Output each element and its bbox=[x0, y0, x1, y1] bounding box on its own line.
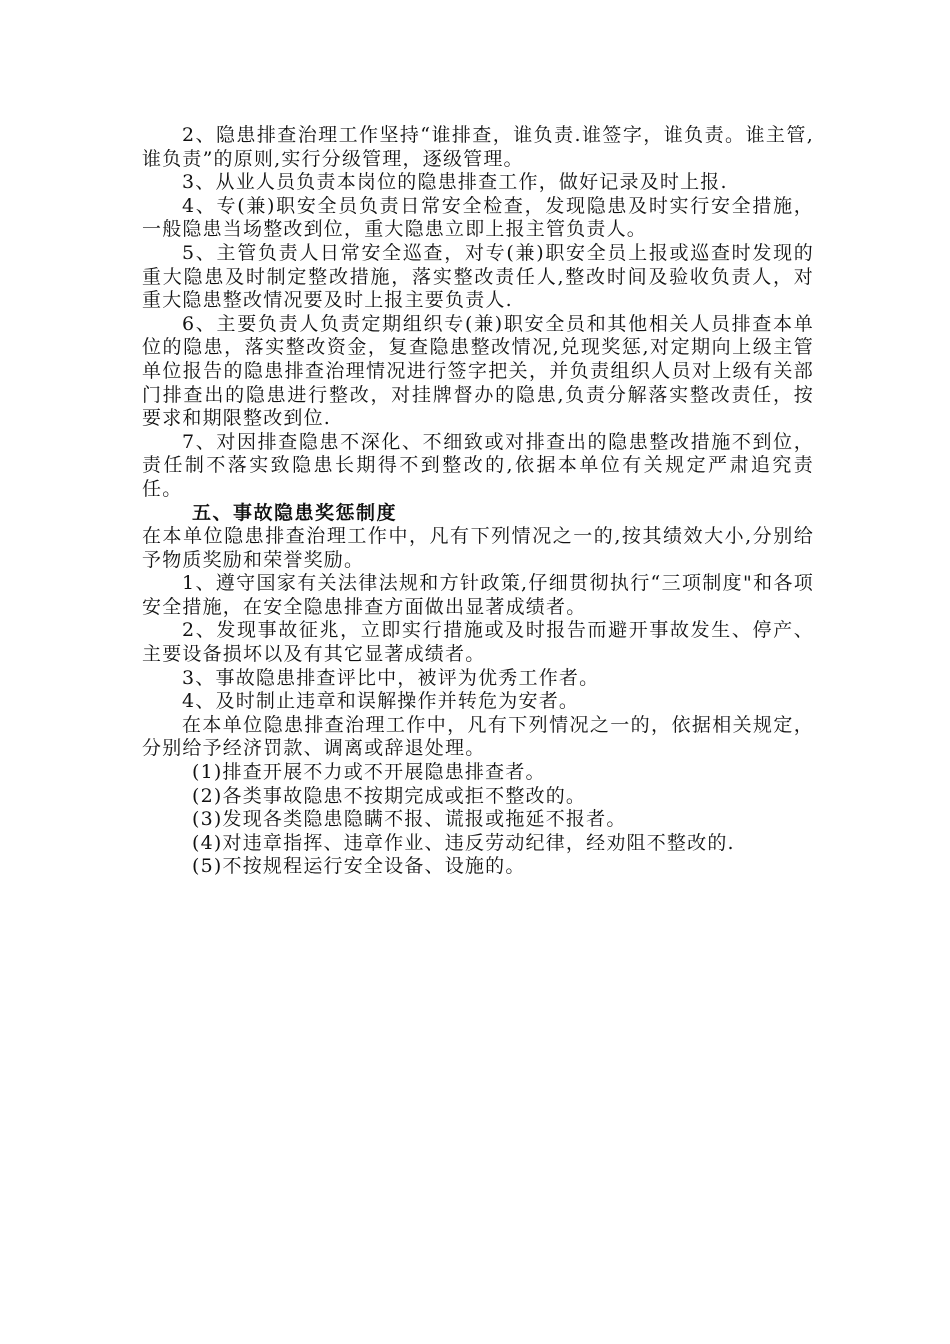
paragraph-item-6: 6、主要负责人负责定期组织专(兼)职安全员和其他相关人员排查本单位的隐患，落实整改资金，复查隐患整改情况,兑现奖惩,对定期向上级主管单位报告的隐患排查治理情况进行签字把关，并负责组织人员对上级有关部门排查出的隐患进行整改，对挂牌督办的隐患,负责分解落实整改责任，按要求和期限整改到位. bbox=[142, 312, 814, 430]
paragraph-item-7: 7、对因排查隐患不深化、不细致或对排查出的隐患整改措施不到位，责任制不落实致隐患长期得不到整改的,依据本单位有关规定严肃追究责任。 bbox=[142, 430, 814, 500]
reward-item-1: 1、遵守国家有关法律法规和方针政策,仔细贯彻执行“三项制度"和各项安全措施，在安全隐患排查方面做出显著成绩者。 bbox=[142, 572, 814, 618]
paragraph-item-4: 4、专(兼)职安全员负责日常安全检查，发现隐患及时实行安全措施，一般隐患当场整改到位，重大隐患立即上报主管负责人。 bbox=[142, 194, 814, 241]
reward-item-3: 3、事故隐患排查评比中，被评为优秀工作者。 bbox=[182, 666, 600, 689]
penalty-item-5: (5)不按规程运行安全设备、设施的。 bbox=[192, 855, 526, 878]
reward-item-2: 2、发现事故征兆，立即实行措施或及时报告而避开事故发生、停产、主要设备损坏以及有其它显著成绩者。 bbox=[142, 619, 814, 666]
paragraph-item-2: 2、隐患排查治理工作坚持“谁排查，谁负责.谁签字，谁负责。谁主管,谁负责”的原则,实行分级管理，逐级管理。 bbox=[142, 124, 814, 170]
paragraph-item-5: 5、主管负责人日常安全巡查，对专(兼)职安全员上报或巡查时发现的重大隐患及时制定整改措施，落实整改责任人,整改时间及验收负责人，对重大隐患整改情况要及时上报主要负责人. bbox=[142, 241, 814, 312]
document-page bbox=[142, 124, 814, 879]
reward-item-4: 4、及时制止违章和误解操作并转危为安者。 bbox=[182, 690, 580, 713]
paragraph-item-3: 3、从业人员负责本岗位的隐患排查工作，做好记录及时上报. bbox=[182, 171, 728, 194]
penalty-item-2: (2)各类事故隐患不按期完成或拒不整改的。 bbox=[192, 784, 587, 807]
reward-intro: 在本单位隐患排查治理工作中，凡有下列情况之一的,按其绩效大小,分别给予物质奖励和荣誉奖励。 bbox=[142, 525, 814, 571]
penalty-item-4: (4)对违章指挥、违章作业、违反劳动纪律，经劝阻不整改的. bbox=[192, 831, 735, 854]
penalty-intro: 在本单位隐患排查治理工作中，凡有下列情况之一的，依据相关规定，分别给予经济罚款、调离或辞退处理。 bbox=[142, 713, 814, 760]
section-heading: 五、事故隐患奖惩制度 bbox=[192, 501, 398, 524]
penalty-item-3: (3)发现各类隐患隐瞒不报、谎报或拖延不报者。 bbox=[192, 808, 627, 831]
penalty-item-1: (1)排查开展不力或不开展隐患排查者。 bbox=[192, 761, 546, 784]
